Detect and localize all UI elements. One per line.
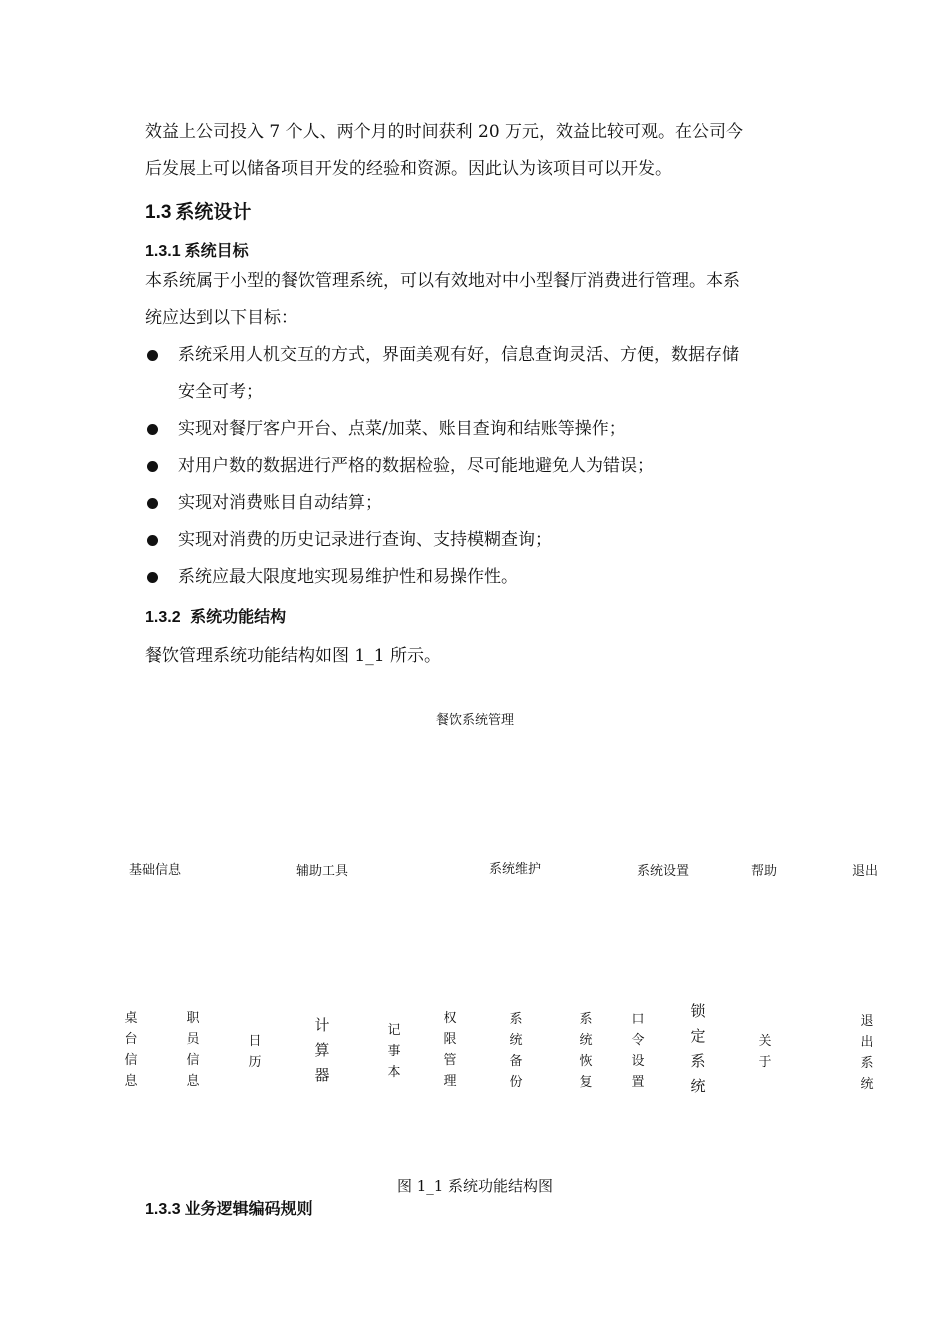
diagram-level2-node: 日历 [248, 1034, 262, 1070]
structure-para: 餐饮管理系统功能结构如图 1_1 所示。 [145, 646, 441, 666]
section-1-3-3-heading [145, 1197, 313, 1222]
diagram-level2-node: 系统恢复 [579, 1012, 593, 1090]
diagram-level2-node: 退出系统 [860, 1014, 874, 1092]
diagram-level1-node: 帮助 [751, 864, 778, 879]
diagram-level2-node: 锁定系统 [690, 1002, 706, 1095]
intro-line-2: 后发展上可以储备项目开发的经验和资源。因此认为该项目可以开发。 [145, 159, 672, 179]
goals-para-line-2: 统应达到以下目标： [145, 308, 298, 328]
diagram-level2-node: 职员信息 [186, 1011, 200, 1089]
diagram-level2-node: 桌台信息 [124, 1011, 138, 1089]
diagram-level2-node: 权限管理 [443, 1011, 457, 1089]
list-item: 实现对餐厅客户开台、点菜/加菜、账目查询和结账等操作； [145, 411, 815, 448]
list-item: 实现对消费账目自动结算； [145, 485, 815, 522]
diagram-level1-node: 退出 [852, 864, 879, 879]
list-item: 系统采用人机交互的方式，界面美观有好，信息查询灵活、方便，数据存储 安全可考； [145, 337, 815, 411]
diagram-level1-node: 系统设置 [637, 864, 690, 879]
intro-line-1: 效益上公司投入 7 个人、两个月的时间获利 20 万元，效益比较可观。在公司今 [145, 122, 744, 142]
diagram-level1-node: 系统维护 [489, 862, 542, 877]
diagram-level2-node: 记事本 [387, 1023, 401, 1080]
section-number: 1.3 [145, 202, 172, 223]
bullet-icon [147, 535, 158, 546]
list-item: 系统应最大限度地实现易维护性和易操作性。 [145, 559, 815, 596]
section-title: 业务逻辑编码规则 [184, 1199, 313, 1218]
section-title: 系统设计 [175, 201, 252, 223]
bullet-icon [147, 350, 158, 361]
section-number: 1.3.2 [145, 609, 181, 626]
function-structure-diagram [0, 700, 950, 1120]
diagram-level1-node: 基础信息 [129, 863, 182, 878]
list-item: 对用户数的数据进行严格的数据检验，尽可能地避免人为错误； [145, 448, 815, 485]
diagram-level2-node: 关于 [758, 1034, 772, 1070]
diagram-level2-node: 口令设置 [631, 1012, 645, 1090]
diagram-level2-node: 计算器 [314, 1016, 330, 1084]
section-1-3-heading [145, 198, 251, 227]
section-title: 系统目标 [184, 241, 249, 260]
diagram-root: 餐饮系统管理 [436, 713, 515, 728]
list-item: 实现对消费的历史记录进行查询、支持模糊查询； [145, 522, 815, 559]
figure-caption: 图 1_1 系统功能结构图 [396, 1177, 554, 1195]
section-1-3-1-heading [145, 239, 249, 264]
section-title: 系统功能结构 [190, 607, 287, 626]
goals-list [145, 337, 815, 596]
bullet-icon [147, 424, 158, 435]
section-1-3-2-heading [145, 605, 286, 630]
diagram-level2-node: 系统备份 [509, 1012, 523, 1090]
bullet-icon [147, 572, 158, 583]
bullet-icon [147, 498, 158, 509]
bullet-icon [147, 461, 158, 472]
section-number: 1.3.1 [145, 243, 181, 260]
section-number: 1.3.3 [145, 1201, 181, 1218]
diagram-level1-node: 辅助工具 [296, 864, 349, 879]
goals-para-line-1: 本系统属于小型的餐饮管理系统，可以有效地对中小型餐厅消费进行管理。本系 [145, 271, 740, 291]
